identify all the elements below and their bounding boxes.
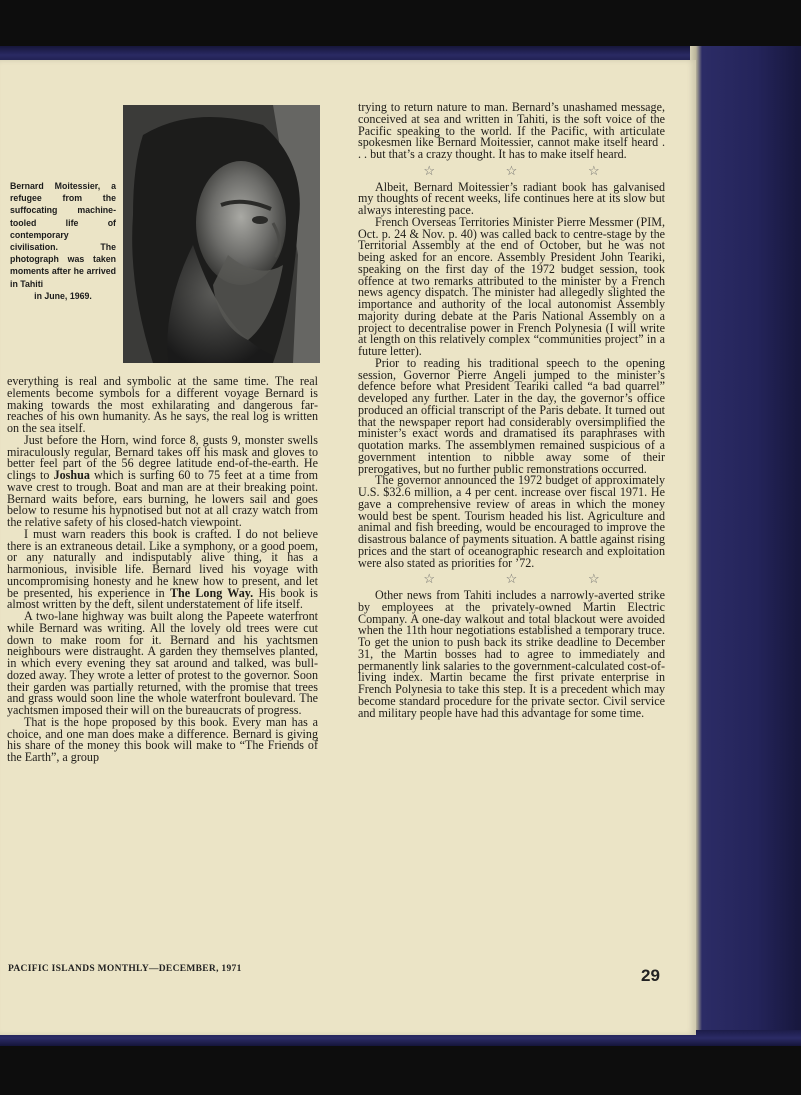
left-paragraph-3 (7, 526, 318, 612)
star-icon: ☆ (505, 571, 518, 587)
star-icon: ☆ (423, 162, 435, 178)
star-icon: ☆ (587, 571, 600, 587)
right-column (358, 102, 665, 719)
star-icon: ☆ (505, 162, 518, 178)
magazine-cover-right-edge (690, 46, 801, 1046)
left-column (7, 376, 318, 764)
section-divider-stars (358, 573, 665, 585)
right-paragraph-3: French Overseas Territories Minister Pierre Messmer (PIM, Oct. p. 24 & Nov. p. 40) was called back to centre-stage by the Territorial Assembly at the end of October, but he was not being asked for an encore. Assembly President John Teariki, speaking on the first day of the 1972 budget session, took offence at two remarks attributed to the minister by a French news agency dispatch. The minister had allegedly slighted the importance and authority of the local autonomist Assembly majority during debate at the Paris National Assembly on a project to decentralise power in French Polynesia (I will write at length on this relatively complex “communities project” in a future letter). (358, 214, 665, 358)
right-paragraph-4: Prior to reading his traditional speech to the opening session, Governor Pierre Angeli jumped to the minister’s defence before what President Teariki called “a bad quarrel” developed any further. Later in the day, the governor’s office produced an official transcript of the Paris debate. It turned out that the newspaper report had considerably oversimplified the minister’s exact words and dramatised its paraphrases with quotation marks. The assemblymen remained suspicious of a government intention to nibble away some of their prerogatives, but no further public remonstrations occurred. (358, 355, 665, 476)
left-paragraph-5: That is the hope proposed by this book. Every man has a choice, and one man does make a difference. Bernard is giving his share of the money this book will make to “The Friends of the Earth”, a group (7, 714, 318, 764)
right-paragraph-5: The governor announced the 1972 budget of approximately U.S. $32.6 million, a 4 per cent. increase over fiscal 1971. He gave a comprehensive review of areas in which the money would best be spent. Tourism headed his list. Agriculture and animal and fish breeding, would be encouraged to improve the disastrous balance of payments situation. A battle against rising prices and the start of oceanographic research and exploitation were also stated as priorities for ’72. (358, 473, 665, 570)
right-paragraph-1: trying to return nature to man. Bernard’s unashamed message, conceived at sea and written in Tahiti, is the soft voice of the Pacific speaking to the world. If the Pacific, with articulate spokesmen like Bernard Moitessier, cannot make itself heard . . . but that’s a crazy thought. It has to make itself heard. (358, 100, 665, 161)
left-paragraph-3-end: His book is almost written by the deft, silent understatement of life itself. (7, 585, 318, 612)
left-paragraph-3-start: I must warn readers this book is crafted. I do not believe there is an extraneous detail. Like a symphony, or a good poem, or any naturally and indisputably alive thing, it has a harmonious, invisible life. Bernard lived his voyage with uncompromising honesty and he knew how to present, and let be presented, his experience in (7, 526, 318, 600)
star-icon: ☆ (587, 162, 600, 178)
section-divider-stars (358, 162, 665, 178)
left-paragraph-1: everything is real and symbolic at the same time. The real elements become symbols for a different voyage Bernard is making towards the most exhilarating and dangerous far-reaches of his own humanity. As he says, the real log is written on the sea itself. (7, 374, 318, 435)
magazine-page (0, 60, 696, 1035)
running-footer: PACIFIC ISLANDS MONTHLY—DECEMBER, 1971 (8, 964, 242, 974)
right-paragraph-6: Other news from Tahiti includes a narrowly-averted strike by employees at the privately-owned Martin Electric Company. A one-day walkout and total blackout were avoided when the 11th hour negotiations established a temporary truce. To get the union to push back its strike deadline to December 31, the Martin bosses had to agree to immediately and permanently link salaries to the government-calculated cost-of-living index. Martin became the first private enterprise in French Polynesia to take this step. It is a precedent which may become standard procedure for the private sector. Civil service and military people have had this advantage for some time. (358, 588, 665, 720)
right-paragraph-2: Albeit, Bernard Moitessier’s radiant book has galvanised my thoughts of recent weeks, life continues here at its slow but always interesting pace. (358, 179, 665, 217)
boat-name: Joshua (53, 468, 90, 482)
left-paragraph-2 (7, 432, 319, 529)
caption-text: Bernard Moitessier, a refugee from the suffocating machine-tooled life of contemporary civilisation. The photograph was taken moments after he arrived in Tahiti (10, 181, 116, 289)
star-icon: ☆ (423, 571, 435, 587)
photo-caption (10, 180, 116, 302)
left-paragraph-2-start: Just before the Horn, wind force 8, gusts 9, monster swells miraculously regular, Bernard takes off his mask and gloves to better feel part of the 56 degree latitude end-of-the-earth. He clings to (7, 432, 318, 482)
portrait-illustration (123, 105, 320, 363)
left-paragraph-4: A two-lane highway was built along the Papeete waterfront while Bernard was writing. All the lovely old trees were cut down to make room for it. Bernard and his yachtsmen neighbours were distraught. A garden they themselves planted, in which every evening they sat around and talked, was bull-dozed away. They wrote a letter of protest to the governor. Soon their garden was partially returned, with the promise that trees and grass would soon line the whole waterfront boulevard. The yachtsmen imposed their will on the bureaucrats of progress. (7, 609, 318, 717)
page-number: 29 (641, 966, 660, 985)
book-title: The Long Way. (169, 585, 254, 600)
portrait-photo (123, 105, 320, 363)
left-paragraph-2-end: which is surfing 60 to 75 feet at a time from wave crest to trough. Boat and man are at their breaking point. Bernard waits before, ears burning, he lowers sail and goes below to resume his hypnotised but not at all crazy watch from the relative safety of his closed-hatch viewpoint. (7, 468, 319, 529)
caption-last-line: in June, 1969. (34, 290, 92, 301)
